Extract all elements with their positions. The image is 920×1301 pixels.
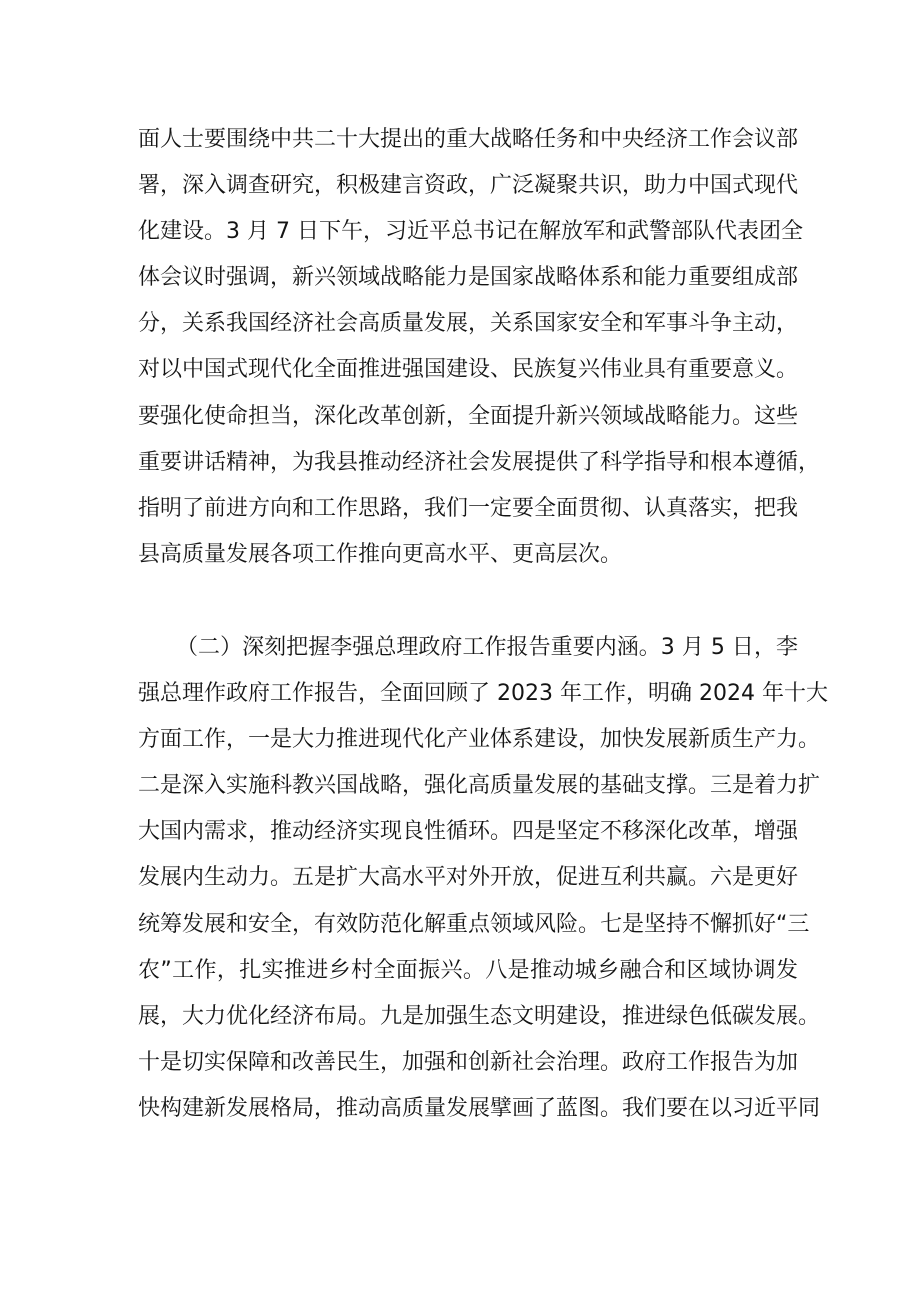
- paragraph-2-line: 十是切实保障和改善民生，加强和创新社会治理。政府工作报告为加: [138, 1050, 799, 1075]
- paragraph-1-line: 面人士要围绕中共二十大提出的重大战略任务和中央经济工作会议部: [138, 127, 799, 152]
- paragraph-1-line: 体会议时强调，新兴领域战略能力是国家战略体系和能力重要组成部: [138, 265, 799, 290]
- paragraph-2-line: 统筹发展和安全，有效防范化解重点领域风险。七是坚持不懈抓好“三: [138, 912, 810, 937]
- paragraph-2-line: （二）深刻把握李强总理政府工作报告重要内涵。3 月 5 日，李: [176, 635, 798, 660]
- paragraph-2-line: 方面工作，一是大力推进现代化产业体系建设，加快发展新质生产力。: [138, 727, 821, 752]
- paragraph-1-line: 分，关系我国经济社会高质量发展，关系国家安全和军事斗争主动，: [138, 311, 799, 336]
- paragraph-1-line: 县高质量发展各项工作推向更高水平、更高层次。: [138, 542, 623, 567]
- paragraph-1-line: 指明了前进方向和工作思路，我们一定要全面贯彻、认真落实，把我: [138, 496, 799, 521]
- paragraph-2-line: 发展内生动力。五是扩大高水平对外开放，促进互利共赢。六是更好: [138, 865, 799, 890]
- paragraph-1-line: 重要讲话精神，为我县推动经济社会发展提供了科学指导和根本遵循，: [138, 450, 821, 475]
- paragraph-2-line: 快构建新发展格局，推动高质量发展擘画了蓝图。我们要在以习近平同: [138, 1096, 821, 1121]
- paragraph-2-line: 农”工作，扎实推进乡村全面振兴。八是推动城乡融合和区域协调发: [138, 958, 798, 983]
- paragraph-2-line: 展，大力优化经济布局。九是加强生态文明建设，推进绿色低碳发展。: [138, 1004, 821, 1029]
- paragraph-2-line: 强总理作政府工作报告，全面回顾了 2023 年工作，明确 2024 年十大: [138, 681, 828, 706]
- paragraph-2-line: 二是深入实施科教兴国战略，强化高质量发展的基础支撑。三是着力扩: [138, 773, 821, 798]
- paragraph-1-line: 要强化使命担当，深化改革创新，全面提升新兴领域战略能力。这些: [138, 404, 799, 429]
- paragraph-1-line: 署，深入调查研究，积极建言资政，广泛凝聚共识，助力中国式现代: [138, 173, 799, 198]
- paragraph-1-line: 对以中国式现代化全面推进强国建设、民族复兴伟业具有重要意义。: [138, 357, 799, 382]
- paragraph-1-line: 化建设。3 月 7 日下午，习近平总书记在解放军和武警部队代表团全: [138, 219, 803, 244]
- paragraph-2-line: 大国内需求，推动经济实现良性循环。四是坚定不移深化改革，增强: [138, 819, 799, 844]
